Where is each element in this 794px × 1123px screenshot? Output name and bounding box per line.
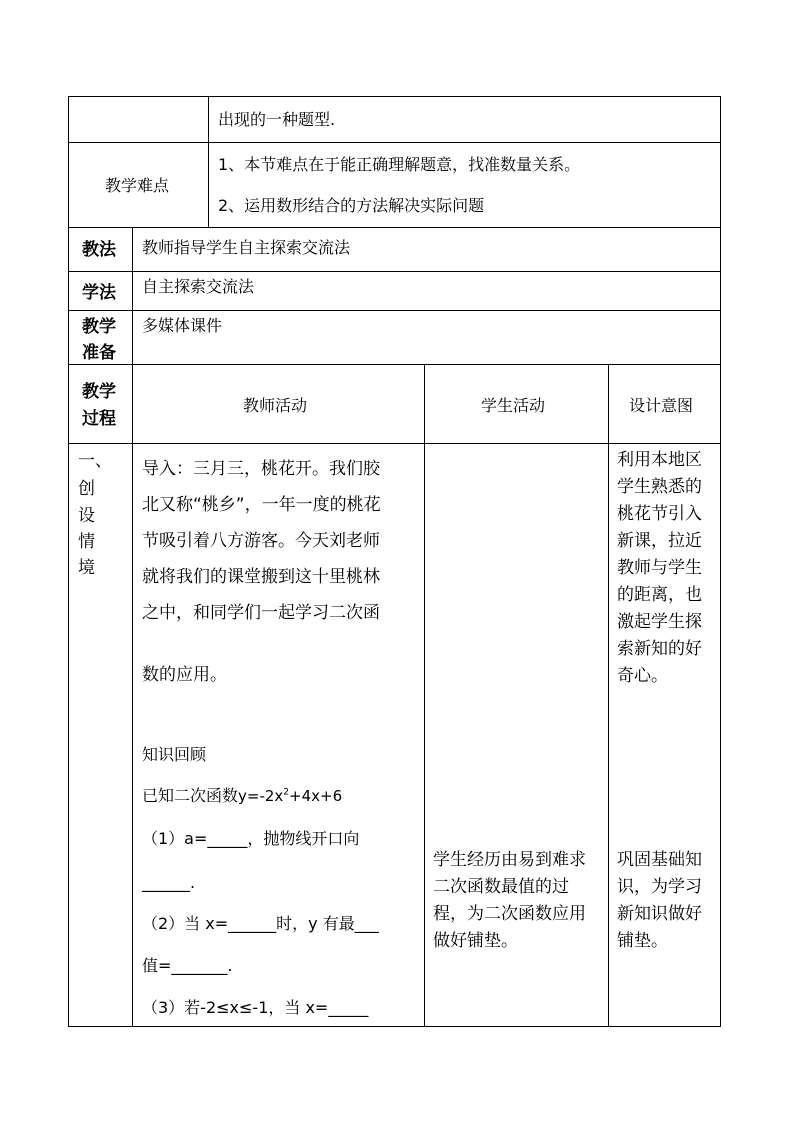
student-line-3: 程，为二次函数应用 — [433, 904, 586, 924]
table-rule — [68, 443, 721, 444]
table-border-top — [68, 96, 721, 97]
intent-1-line-5: 教师与学生 — [617, 558, 702, 578]
section1-label-3: 设 — [78, 506, 95, 526]
intro-line-5: 之中，和同学们一起学习二次函 — [142, 603, 380, 623]
header-design-intent: 设计意图 — [629, 396, 694, 415]
table-rule — [68, 364, 721, 365]
header-student-activity: 学生活动 — [481, 396, 546, 415]
prep-content: 多媒体课件 — [142, 316, 223, 335]
intent-1-line-4: 新课，拉近 — [617, 531, 702, 551]
student-line-2: 二次函数最值的过 — [433, 877, 569, 897]
header-teacher-activity: 教师活动 — [243, 396, 308, 415]
review-title: 知识回顾 — [142, 745, 207, 764]
intent-1-line-3: 桃花节引入 — [617, 504, 702, 524]
difficulty-label: 教学难点 — [105, 176, 170, 195]
method-content: 教师指导学生自主探索交流法 — [142, 238, 351, 257]
intent-2-line-4: 铺垫。 — [617, 931, 668, 951]
intent-1-line-7: 激起学生探 — [617, 612, 702, 632]
study-content: 自主探索交流法 — [142, 277, 255, 296]
table-border-right — [720, 96, 721, 1027]
question-2-line-a: （2）当 x=______时，y 有最___ — [142, 914, 379, 933]
difficulty-item-2: 2、运用数形结合的方法解决实际问题 — [218, 196, 485, 215]
intent-2-line-2: 识，为学习 — [617, 877, 702, 897]
intro-line-4: 就将我们的课堂搬到这十里桃林 — [142, 567, 380, 587]
method-label: 教法 — [82, 240, 116, 260]
table-divider — [424, 364, 425, 1027]
difficulty-item-1: 1、本节难点在于能正确理解题意，找准数量关系。 — [218, 155, 581, 174]
question-1-line-b: ______. — [142, 873, 196, 892]
review-function-prefix: 已知二次函数 — [142, 786, 239, 805]
student-line-1: 学生经历由易到难求 — [433, 850, 586, 870]
table-rule — [68, 310, 721, 311]
section1-label-2: 创 — [78, 479, 95, 499]
table-rule — [68, 227, 721, 228]
review-function-b: +4x+6 — [289, 787, 343, 805]
table-rule — [68, 271, 721, 272]
table-border-bottom — [68, 1026, 721, 1027]
process-label-line2: 过程 — [82, 409, 116, 429]
question-1-line-a: （1）a=_____，抛物线开口向 — [142, 829, 360, 848]
intent-1-line-8: 索新知的好 — [617, 639, 702, 659]
question-3-line-a: （3）若-2≤x≤-1，当 x=_____ — [142, 998, 369, 1017]
table-divider — [208, 96, 209, 227]
intent-2-line-1: 巩固基础知 — [617, 850, 702, 870]
question-2-line-b: 值=_______. — [142, 956, 233, 975]
review-function — [142, 786, 342, 806]
prep-label-line2: 准备 — [82, 343, 116, 363]
review-function-a: y=-2x — [238, 787, 284, 805]
intro-line-3: 节吸引着八方游客。今天刘老师 — [142, 531, 380, 551]
table-rule — [68, 142, 721, 143]
section1-label-4: 情 — [78, 532, 95, 552]
prep-label-line1: 教学 — [82, 317, 116, 337]
study-label: 学法 — [82, 283, 116, 303]
intent-1-line-1: 利用本地区 — [617, 450, 702, 470]
intro-line-6: 数的应用。 — [142, 665, 227, 685]
intent-1-line-2: 学生熟悉的 — [617, 477, 702, 497]
intent-2-line-3: 新知识做好 — [617, 904, 702, 924]
intro-line-1: 导入：三月三，桃花开。我们胶 — [142, 459, 380, 479]
section1-label-5: 境 — [78, 558, 95, 578]
table-divider — [132, 227, 133, 1027]
review-function-exponent: 2 — [283, 787, 290, 798]
table-border-left — [68, 96, 69, 1027]
intent-1-line-9: 奇心。 — [617, 666, 668, 686]
process-label-line1: 教学 — [82, 382, 116, 402]
table-divider — [608, 364, 609, 1027]
intent-1-line-6: 的距离，也 — [617, 585, 702, 605]
intro-line-2: 北又称“桃乡”，一年一度的桃花 — [142, 495, 381, 515]
row-continued-content: 出现的一种题型. — [218, 110, 336, 129]
student-line-4: 做好铺垫。 — [433, 931, 518, 951]
section1-label-1: 一、 — [78, 451, 112, 471]
